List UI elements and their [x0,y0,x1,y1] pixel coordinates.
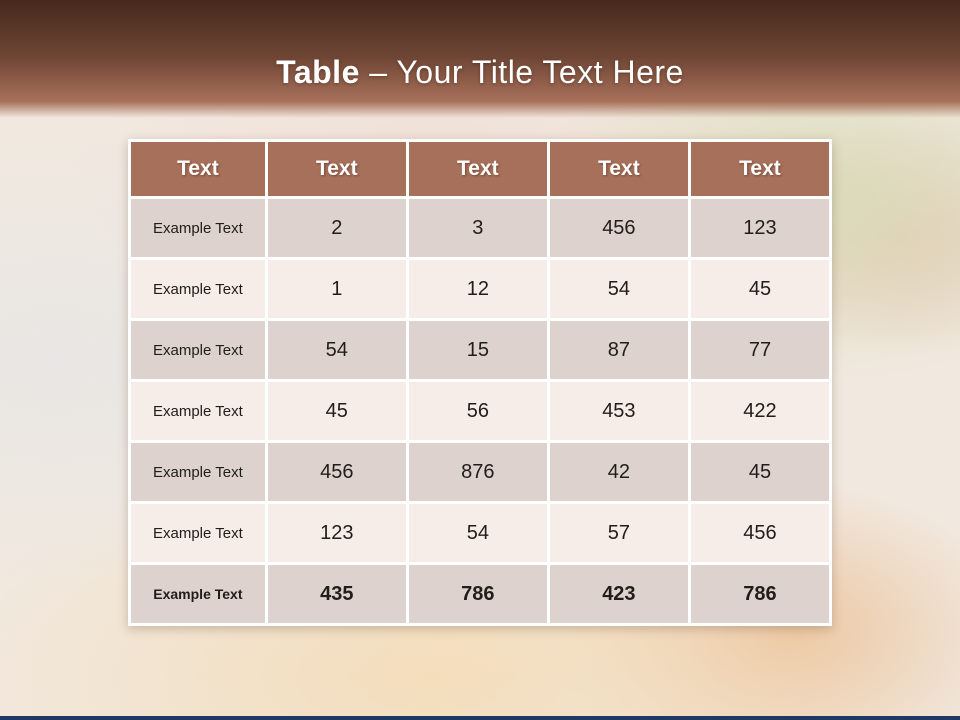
table-cell: 876 [409,443,547,501]
table-cell: 786 [409,565,547,623]
table-cell: 453 [550,382,688,440]
table-cell: 57 [550,504,688,562]
title-keyword: Table [276,54,360,90]
row-label: Example Text [131,443,265,501]
table-cell: 435 [268,565,406,623]
table-row [131,443,829,501]
bottom-accent-bar [0,716,960,720]
column-header: Text [268,142,406,196]
table-cell: 2 [268,199,406,257]
column-header: Text [131,142,265,196]
column-header: Text [691,142,829,196]
row-label: Example Text [131,382,265,440]
page-title [276,0,684,91]
table-cell: 56 [409,382,547,440]
row-label: Example Text [131,199,265,257]
row-label: Example Text [131,321,265,379]
table-cell: 45 [691,260,829,318]
table-cell: 12 [409,260,547,318]
row-label: Example Text [131,565,265,623]
table-cell: 54 [268,321,406,379]
table-cell: 423 [550,565,688,623]
table-row [131,382,829,440]
table-cell: 3 [409,199,547,257]
table-cell: 77 [691,321,829,379]
table-cell: 422 [691,382,829,440]
table-cell: 456 [691,504,829,562]
title-band [0,0,960,118]
table-cell: 123 [268,504,406,562]
table-cell: 123 [691,199,829,257]
table-cell: 87 [550,321,688,379]
column-header: Text [409,142,547,196]
table-row [131,260,829,318]
table-row [131,504,829,562]
table-cell: 54 [409,504,547,562]
table-cell: 1 [268,260,406,318]
table-row [131,321,829,379]
table-cell: 786 [691,565,829,623]
table-row [131,199,829,257]
row-label: Example Text [131,260,265,318]
table-row-total [131,565,829,623]
table-cell: 456 [550,199,688,257]
row-label: Example Text [131,504,265,562]
table-cell: 15 [409,321,547,379]
table-cell: 54 [550,260,688,318]
table-cell: 456 [268,443,406,501]
table-cell: 45 [268,382,406,440]
table-header-row [131,142,829,196]
table-cell: 45 [691,443,829,501]
table-cell: 42 [550,443,688,501]
title-subtitle: – Your Title Text Here [369,54,684,90]
column-header: Text [550,142,688,196]
slide-table [128,139,832,626]
